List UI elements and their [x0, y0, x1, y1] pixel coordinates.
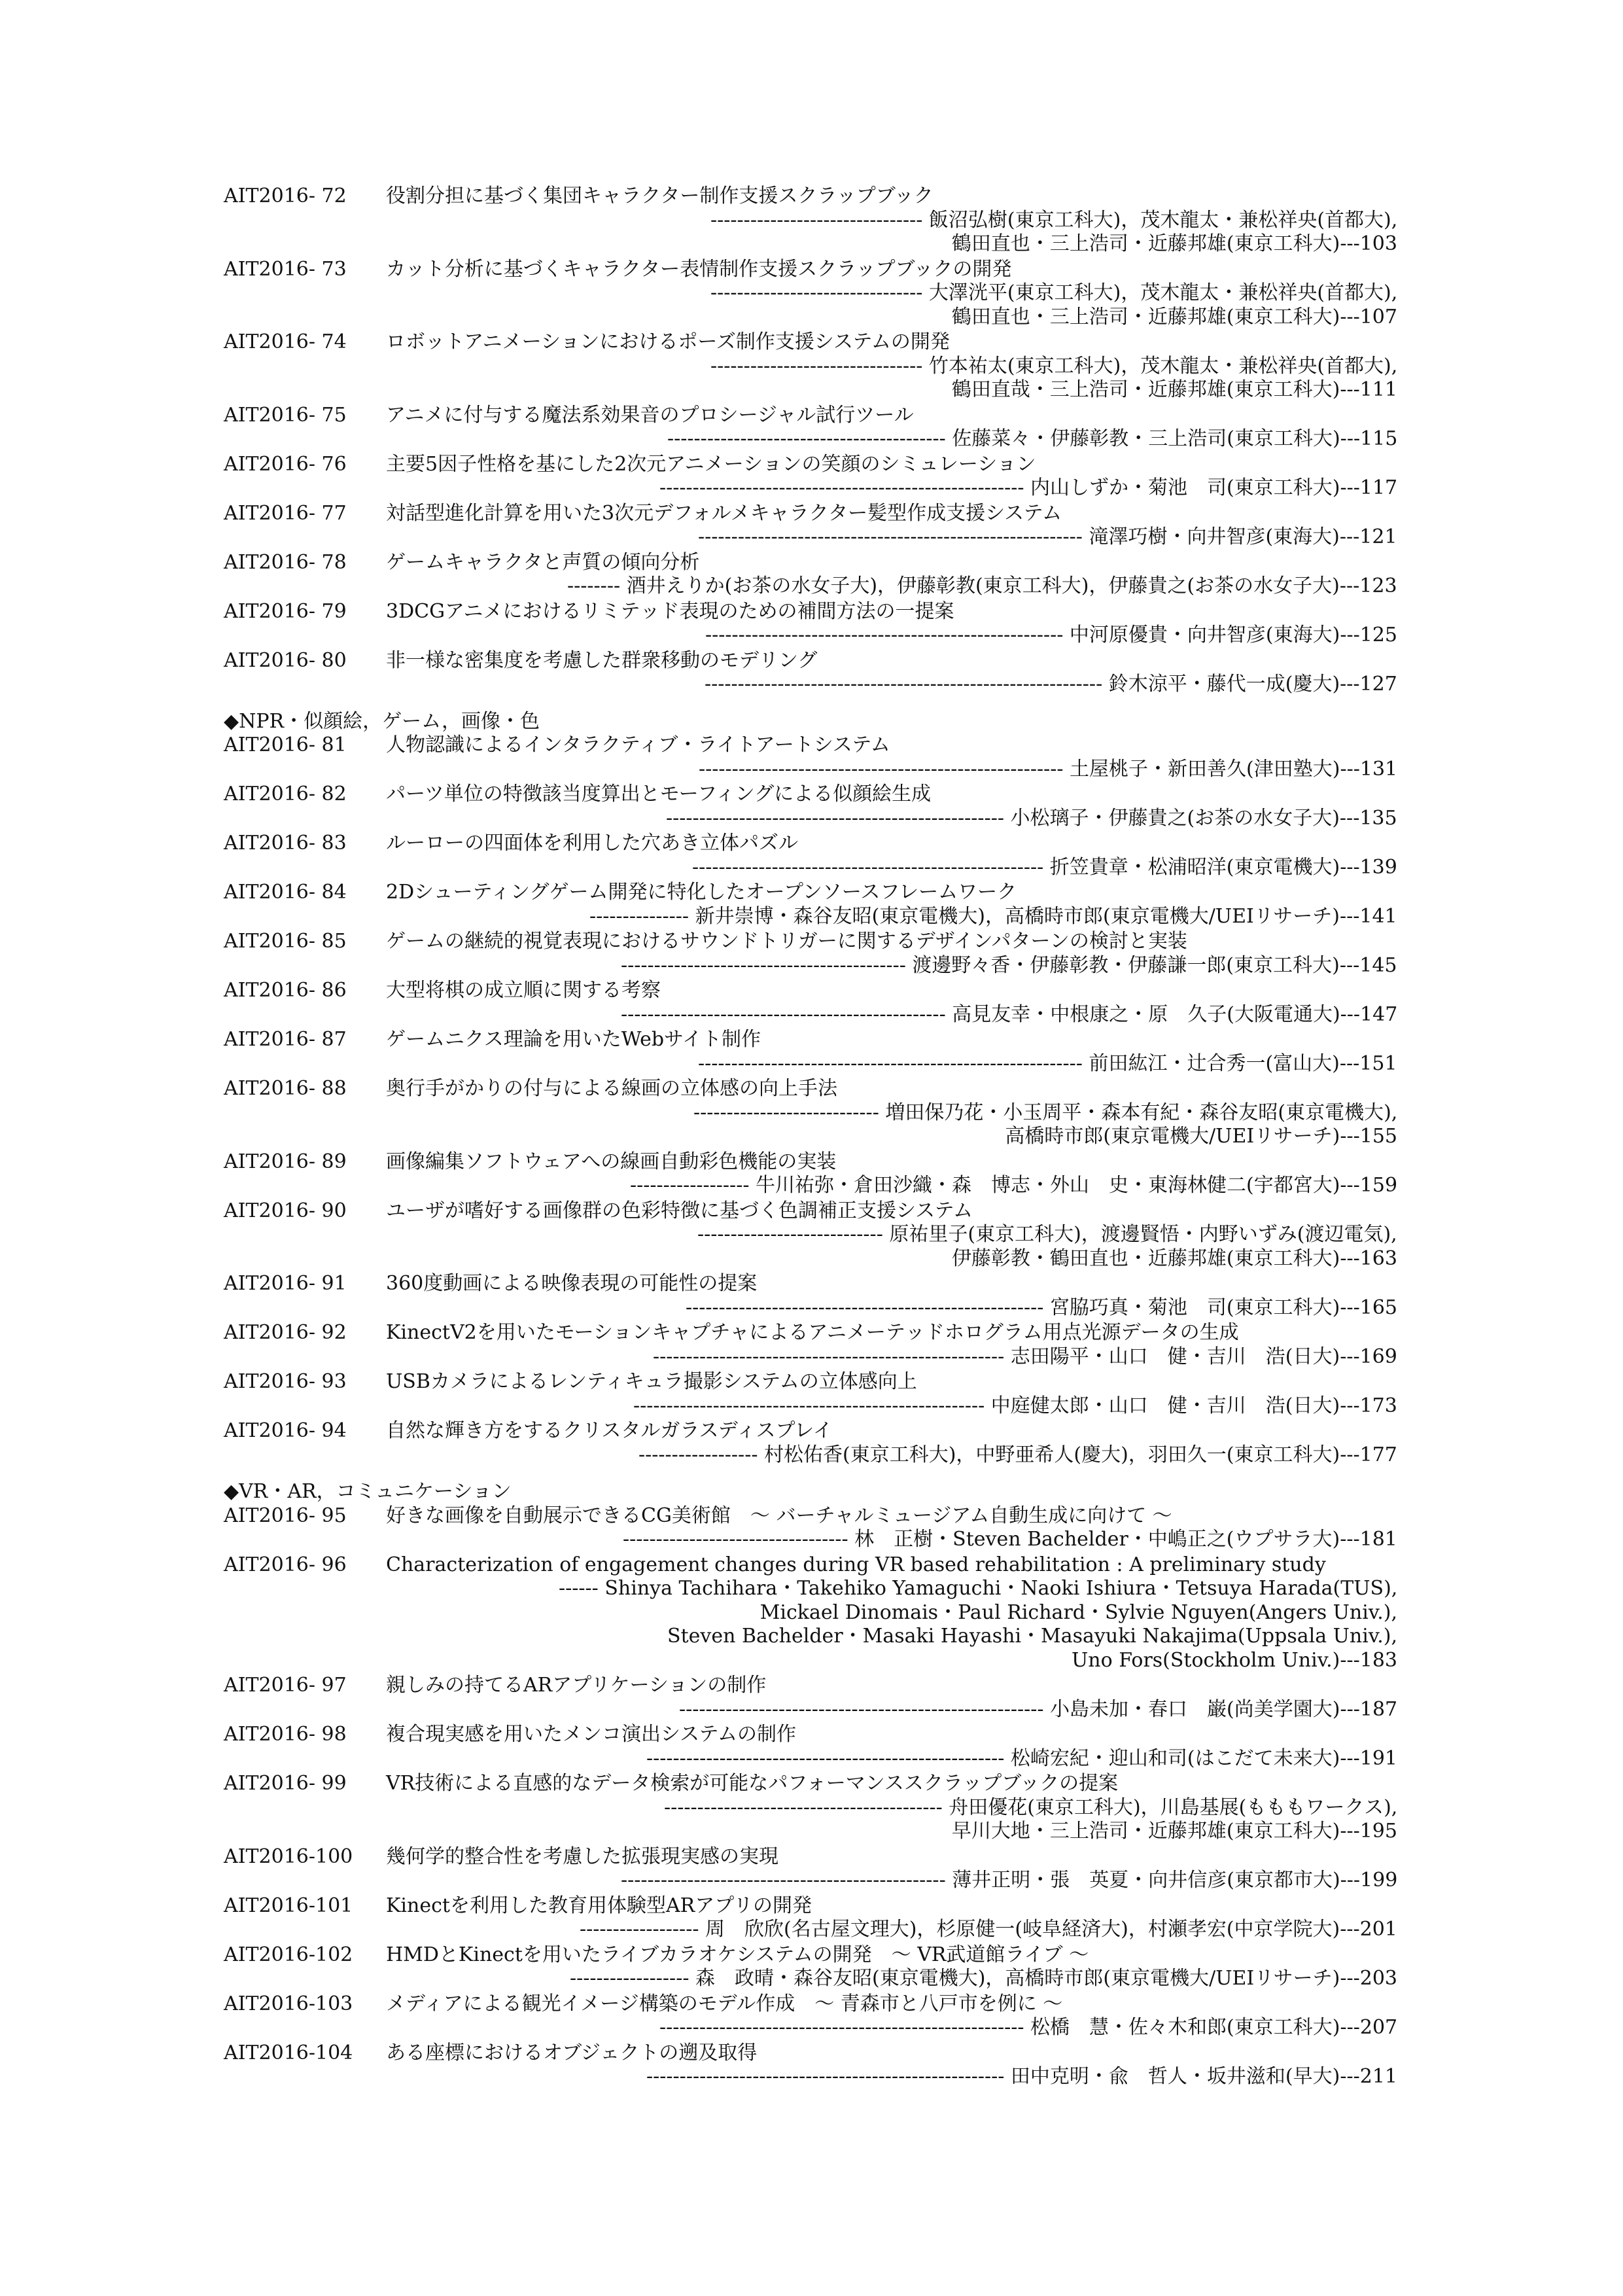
paper-title: 複合現実感を用いたメンコ演出システムの制作 — [386, 1723, 796, 1746]
paper-title: Characterization of engagement changes during VR based rehabilitation : A preliminary study — [386, 1553, 1326, 1576]
paper-code: AIT2016- 93 — [224, 1370, 347, 1393]
paper-title: ゲームの継続的視覚表現におけるサウンドトリガーに関するデザインパターンの検討と実装 — [386, 930, 1187, 953]
paper-title: ルーローの四面体を利用した穴あき立体パズル — [386, 832, 798, 855]
author-line: ------------------ 村松佑香(東京工科大)，中野亜希人(慶大)，羽田久一(東京工科大)---177 — [638, 1443, 1397, 1466]
author-line-cont: 早川大地・三上浩司・近藤邦雄(東京工科大)---195 — [951, 1820, 1397, 1843]
paper-code: AIT2016- 75 — [224, 403, 347, 427]
author-line: ------------------------------------------- 渡邊野々香・伊藤彰教・伊藤謙一郎(東京工科大)---145 — [621, 953, 1397, 977]
paper-code: AIT2016- 79 — [224, 599, 347, 623]
paper-title: 好きな画像を自動展示できるCG美術館 ～ バーチャルミュージアム自動生成に向けて ～ — [386, 1504, 1172, 1527]
paper-code: AIT2016- 84 — [224, 881, 347, 904]
section-heading: ◆VR・AR，コミュニケーション — [224, 1480, 512, 1503]
paper-title: 対話型進化計算を用いた3次元デフォルメキャラクター髪型作成支援システム — [386, 501, 1062, 525]
author-line: ------------------------------------------------------- 土屋桃子・新田善久(津田塾大)---131 — [699, 757, 1398, 781]
paper-code: AIT2016- 92 — [224, 1321, 347, 1344]
paper-code: AIT2016- 98 — [224, 1723, 347, 1746]
author-line: ------ Shinya Tachihara・Takehiko Yamaguchi・Naoki Ishiura・Tetsuya Harada(TUS), — [559, 1577, 1398, 1600]
paper-title: 2Dシューティングゲーム開発に特化したオープンソースフレームワーク — [386, 881, 1017, 904]
author-line-cont: Steven Bachelder・Masaki Hayashi・Masayuki Nakajima(Uppsala Univ.), — [667, 1625, 1397, 1648]
paper-title: ある座標におけるオブジェクトの遡及取得 — [386, 2041, 758, 2064]
author-line: ------------------------------------------------- 薄井正明・張 英夏・向井信彦(東京都市大)---199 — [621, 1869, 1398, 1892]
paper-title: 人物認識によるインタラクティブ・ライトアートシステム — [386, 733, 890, 756]
author-line: ------------------ 周 欣欣(名古屋文理大)，杉原健一(岐阜経済大)，村瀬孝宏(中京学院大)---201 — [580, 1918, 1397, 1941]
paper-code: AIT2016- 96 — [224, 1553, 347, 1576]
paper-code: AIT2016- 81 — [224, 733, 347, 756]
author-line: -------------------------------- 飯沼弘樹(東京工科大)，茂木龍太・兼松祥央(首都大), — [710, 208, 1398, 232]
paper-code: AIT2016- 87 — [224, 1028, 347, 1051]
author-line: ------------------------------------------------------ 田中克明・兪 哲人・坂井滋和(早大)---211 — [646, 2065, 1397, 2088]
author-line-cont: Mickael Dinomais・Paul Richard・Sylvie Nguyen(Angers Univ.), — [759, 1600, 1397, 1624]
paper-title: 幾何学的整合性を考慮した拡張現実感の実現 — [386, 1845, 778, 1868]
paper-code: AIT2016- 73 — [224, 257, 347, 281]
paper-title: USBカメラによるレンティキュラ撮影システムの立体感向上 — [386, 1370, 917, 1393]
paper-code: AIT2016- 82 — [224, 783, 347, 805]
paper-title: ゲームニクス理論を用いたWebサイト制作 — [386, 1028, 761, 1051]
author-line: ---------------------------- 原祐里子(東京工科大)，渡邊賢悟・内野いずみ(渡辺電気), — [697, 1223, 1397, 1246]
paper-title: 3DCGアニメにおけるリミテッド表現のための補間方法の一提案 — [386, 599, 954, 623]
paper-code: AIT2016- 94 — [224, 1419, 347, 1442]
author-line: ----------------------------------------------------- 中庭健太郎・山口 健・吉川 浩(日大)---173 — [633, 1394, 1397, 1417]
author-line: ------------------------------------------------------ 松崎宏紀・迎山和司(はこだて未来大)---191 — [646, 1746, 1397, 1770]
author-line-cont: 鶴田直也・三上浩司・近藤邦雄(東京工科大)---103 — [951, 232, 1397, 255]
author-line: ------------------------------------------------------- 松橋 慧・佐々木和郎(東京工科大)---207 — [659, 2016, 1398, 2039]
author-line: ------------------------------------------------------- 小島未加・春口 巌(尚美学園大)---187 — [679, 1697, 1398, 1721]
author-line: ---------------------------- 増田保乃花・小玉周平・森本有紀・森谷友昭(東京電機大), — [693, 1101, 1398, 1124]
paper-code: AIT2016- 97 — [224, 1674, 347, 1697]
author-line: ------------------------------------------------------ 中河原優貴・向井智彦(東海大)---125 — [705, 624, 1397, 646]
paper-code: AIT2016- 89 — [224, 1150, 347, 1173]
author-line: ------------------------------------------ 佐藤菜々・伊藤彰教・三上浩司(東京工科大)---115 — [667, 427, 1398, 450]
paper-code: AIT2016-103 — [224, 1992, 353, 2015]
section-heading: ◆NPR・似顔絵，ゲーム，画像・色 — [224, 709, 540, 733]
author-line-cont: 鶴田直也・三上浩司・近藤邦雄(東京工科大)---107 — [951, 305, 1397, 328]
paper-title: パーツ単位の特徴該当度算出とモーフィングによる似顔絵生成 — [386, 783, 932, 805]
paper-title: アニメに付与する魔法系効果音のプロシージャル試行ツール — [386, 403, 914, 427]
paper-code: AIT2016- 90 — [224, 1199, 347, 1222]
author-line: --------------------------------------------------- 小松璃子・伊藤貴之(お茶の水女子大)---135 — [666, 806, 1397, 830]
paper-code: AIT2016- 74 — [224, 330, 347, 353]
paper-title: ユーザが嗜好する画像群の色彩特徴に基づく色調補正支援システム — [386, 1199, 973, 1222]
author-line-cont: 高橋時市郎(東京電機大/UEIリサーチ)---155 — [1005, 1125, 1397, 1148]
author-line: ---------------------------------------------------------- 前田紘江・辻合秀一(富山大)---151 — [698, 1051, 1397, 1075]
author-line: ----------------------------------------------------- 志田陽平・山口 健・吉川 浩(日大)---169 — [653, 1345, 1397, 1368]
paper-title: 非一様な密集度を考慮した群衆移動のモデリング — [386, 648, 818, 672]
paper-code: AIT2016- 78 — [224, 550, 347, 574]
author-line-cont: 鶴田直哉・三上浩司・近藤邦雄(東京工科大)---111 — [951, 378, 1397, 401]
paper-title: 大型将棋の成立順に関する考察 — [386, 979, 661, 1002]
author-line: --------------- 新井崇博・森谷友昭(東京電機大)，高橋時市郎(東京電機大/UEIリサーチ)---141 — [589, 904, 1397, 928]
paper-title: 画像編集ソフトウェアへの線画自動彩色機能の実装 — [386, 1150, 837, 1173]
paper-title: メディアによる観光イメージ構築のモデル作成 ～ 青森市と八戸市を例に ～ — [386, 1992, 1063, 2015]
author-line: ------------------------------------------------- 高見友幸・中根康之・原 久子(大阪電通大)---147 — [621, 1002, 1398, 1026]
paper-code: AIT2016-104 — [224, 2041, 353, 2064]
paper-code: AIT2016- 91 — [224, 1272, 347, 1295]
author-line: -------------------------------- 大澤洸平(東京工科大)，茂木龍太・兼松祥央(首都大), — [710, 281, 1398, 304]
paper-title: Kinectを利用した教育用体験型ARアプリの開発 — [386, 1894, 812, 1917]
paper-title: 奥行手がかりの付与による線画の立体感の向上手法 — [386, 1077, 837, 1100]
paper-code: AIT2016- 86 — [224, 979, 347, 1002]
paper-title: 360度動画による映像表現の可能性の提案 — [386, 1272, 758, 1295]
author-line: ---------------------------------- 林 正樹・Steven Bachelder・中嶋正之(ウプサラ大)---181 — [623, 1528, 1397, 1551]
author-line: ------------------ 牛川祐弥・倉田沙織・森 博志・外山 史・東海林健二(宇都宮大)---159 — [630, 1174, 1398, 1197]
paper-title: 自然な輝き方をするクリスタルガラスディスプレイ — [386, 1419, 833, 1442]
paper-title: 役割分担に基づく集団キャラクター制作支援スクラップブック — [386, 185, 934, 207]
paper-code: AIT2016-102 — [224, 1943, 353, 1966]
paper-title: VR技術による直感的なデータ検索が可能なパフォーマンススクラップブックの提案 — [386, 1772, 1119, 1795]
paper-title: 主要5因子性格を基にした2次元アニメーションの笑顔のシミュレーション — [386, 452, 1036, 476]
author-line-cont: Uno Fors(Stockholm Univ.)---183 — [1072, 1648, 1397, 1672]
paper-title: ロボットアニメーションにおけるポーズ制作支援システムの開発 — [386, 330, 950, 353]
paper-title: ゲームキャラクタと声質の傾向分析 — [386, 550, 700, 574]
author-line: ------------------ 森 政晴・森谷友昭(東京電機大)，高橋時市郎(東京電機大/UEIリサーチ)---203 — [570, 1967, 1398, 1990]
paper-code: AIT2016- 80 — [224, 648, 347, 672]
author-line: -------------------------------- 竹本祐太(東京工科大)，茂木龍太・兼松祥央(首都大), — [710, 354, 1398, 378]
paper-code: AIT2016- 72 — [224, 185, 347, 207]
paper-code: AIT2016-101 — [224, 1894, 353, 1917]
author-line: ---------------------------------------------------------- 滝澤巧樹・向井智彦(東海大)---121 — [698, 525, 1397, 548]
paper-code: AIT2016- 77 — [224, 501, 347, 525]
paper-title: KinectV2を用いたモーションキャプチャによるアニメーテッドホログラム用点光源データの生成 — [386, 1321, 1239, 1344]
paper-code: AIT2016-100 — [224, 1845, 353, 1868]
paper-code: AIT2016- 88 — [224, 1077, 347, 1100]
author-line: ------------------------------------------------------ 宮脇巧真・菊池 司(東京工科大)---165 — [686, 1296, 1397, 1319]
author-line: ------------------------------------------------------- 内山しずか・菊池 司(東京工科大)---117 — [659, 476, 1398, 499]
paper-code: AIT2016- 85 — [224, 930, 347, 953]
paper-code: AIT2016- 99 — [224, 1772, 347, 1795]
paper-title: カット分析に基づくキャラクター表情制作支援スクラップブックの開発 — [386, 257, 1012, 281]
author-line: ----------------------------------------------------- 折笠貴章・松浦昭洋(東京電機大)---139 — [692, 855, 1397, 879]
paper-title: 親しみの持てるARアプリケーションの制作 — [386, 1674, 767, 1697]
author-line: ------------------------------------------------------------ 鈴木涼平・藤代一成(慶大)---127 — [705, 673, 1397, 696]
author-line-cont: 伊藤彰教・鶴田直也・近藤邦雄(東京工科大)---163 — [951, 1246, 1397, 1270]
author-line: -------- 酒井えりか(お茶の水女子大)，伊藤彰教(東京工科大)，伊藤貴之(お茶の水女子大)---123 — [567, 574, 1397, 597]
author-line: ------------------------------------------ 舟田優花(東京工科大)，川島基展(もももワークス), — [664, 1795, 1398, 1819]
paper-code: AIT2016- 95 — [224, 1504, 347, 1527]
paper-code: AIT2016- 76 — [224, 452, 347, 476]
paper-code: AIT2016- 83 — [224, 832, 347, 855]
paper-title: HMDとKinectを用いたライブカラオケシステムの開発 ～ VR武道館ライブ ～ — [386, 1943, 1089, 1966]
